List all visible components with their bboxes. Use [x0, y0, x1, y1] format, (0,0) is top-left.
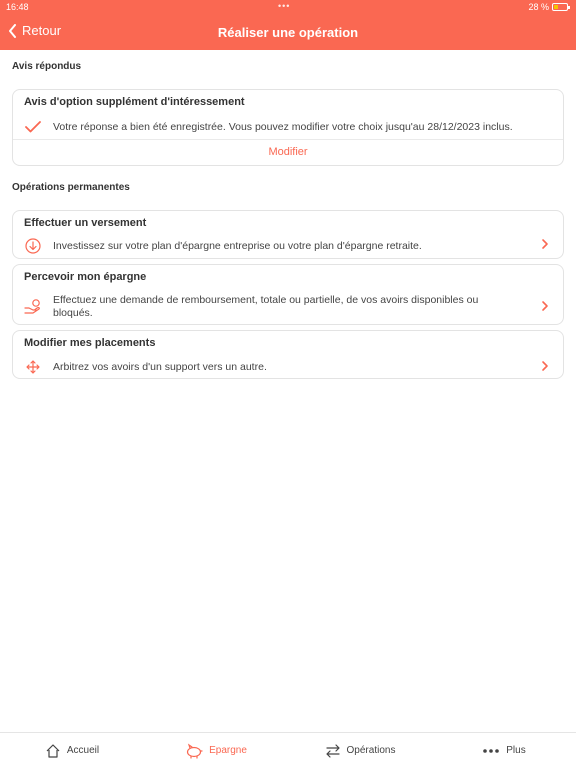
- tab-bar: [0, 732, 576, 768]
- tab-operations[interactable]: [288, 733, 432, 768]
- tab-epargne[interactable]: [144, 733, 288, 768]
- card-description: Effectuez une demande de remboursement, totale ou partielle, de vos avoirs disponibles ou bloqués.: [53, 294, 479, 319]
- card-title: Percevoir mon épargne: [24, 271, 147, 283]
- hand-coin-icon: [13, 298, 53, 316]
- tab-accueil[interactable]: [0, 733, 144, 768]
- modify-button[interactable]: Modifier: [268, 146, 308, 158]
- chevron-right-icon: [541, 360, 549, 375]
- page-title: Réaliser une opération: [217, 25, 359, 40]
- section-title-permanent: Opérations permanentes: [12, 182, 130, 193]
- card-row: [13, 358, 563, 376]
- move-arrows-icon: [13, 359, 53, 375]
- card-row: [13, 237, 563, 255]
- home-icon: [45, 743, 61, 759]
- chevron-right-icon: [541, 300, 549, 315]
- back-label: Retour: [22, 23, 62, 38]
- operation-card-percevoir[interactable]: [12, 264, 564, 325]
- piggy-bank-icon: [185, 743, 203, 759]
- chevron-right-icon: [541, 238, 549, 253]
- operation-card-placements[interactable]: [12, 330, 564, 379]
- more-dots-icon: [482, 748, 500, 754]
- tab-label: Epargne: [209, 745, 247, 756]
- status-time: 16:48: [6, 2, 29, 12]
- section-title-answered: Avis répondus: [12, 61, 82, 72]
- check-icon: [13, 121, 53, 133]
- card-title: Avis d'option supplément d'intéressement: [24, 96, 245, 108]
- tab-label: Accueil: [66, 745, 100, 756]
- answered-notice-card: [12, 89, 564, 166]
- confirmation-row: [13, 118, 563, 136]
- card-description: Arbitrez vos avoirs d'un support vers un autre.: [53, 360, 267, 373]
- card-row: [13, 293, 563, 321]
- card-description: Investissez sur votre plan d'épargne entreprise ou votre plan d'épargne retraite.: [53, 239, 422, 252]
- confirmation-message: Votre réponse a bien été enregistrée. Vous pouvez modifier votre choix jusqu'au 28/12/2023 inclus.: [53, 120, 513, 133]
- battery-icon: [552, 3, 568, 11]
- card-title: Modifier mes placements: [24, 337, 156, 349]
- download-circle-icon: [13, 238, 53, 254]
- tab-label: Plus: [506, 745, 526, 756]
- card-title: Effectuer un versement: [24, 217, 147, 229]
- tab-plus[interactable]: [432, 733, 576, 768]
- multitasking-dots[interactable]: •••: [278, 1, 291, 11]
- swap-arrows-icon: [325, 743, 341, 759]
- divider: [13, 139, 563, 140]
- top-bar: [0, 0, 576, 50]
- status-right: [528, 2, 568, 12]
- battery-percent: 28 %: [528, 2, 549, 12]
- operation-card-versement[interactable]: [12, 210, 564, 259]
- tab-label: Opérations: [346, 745, 396, 756]
